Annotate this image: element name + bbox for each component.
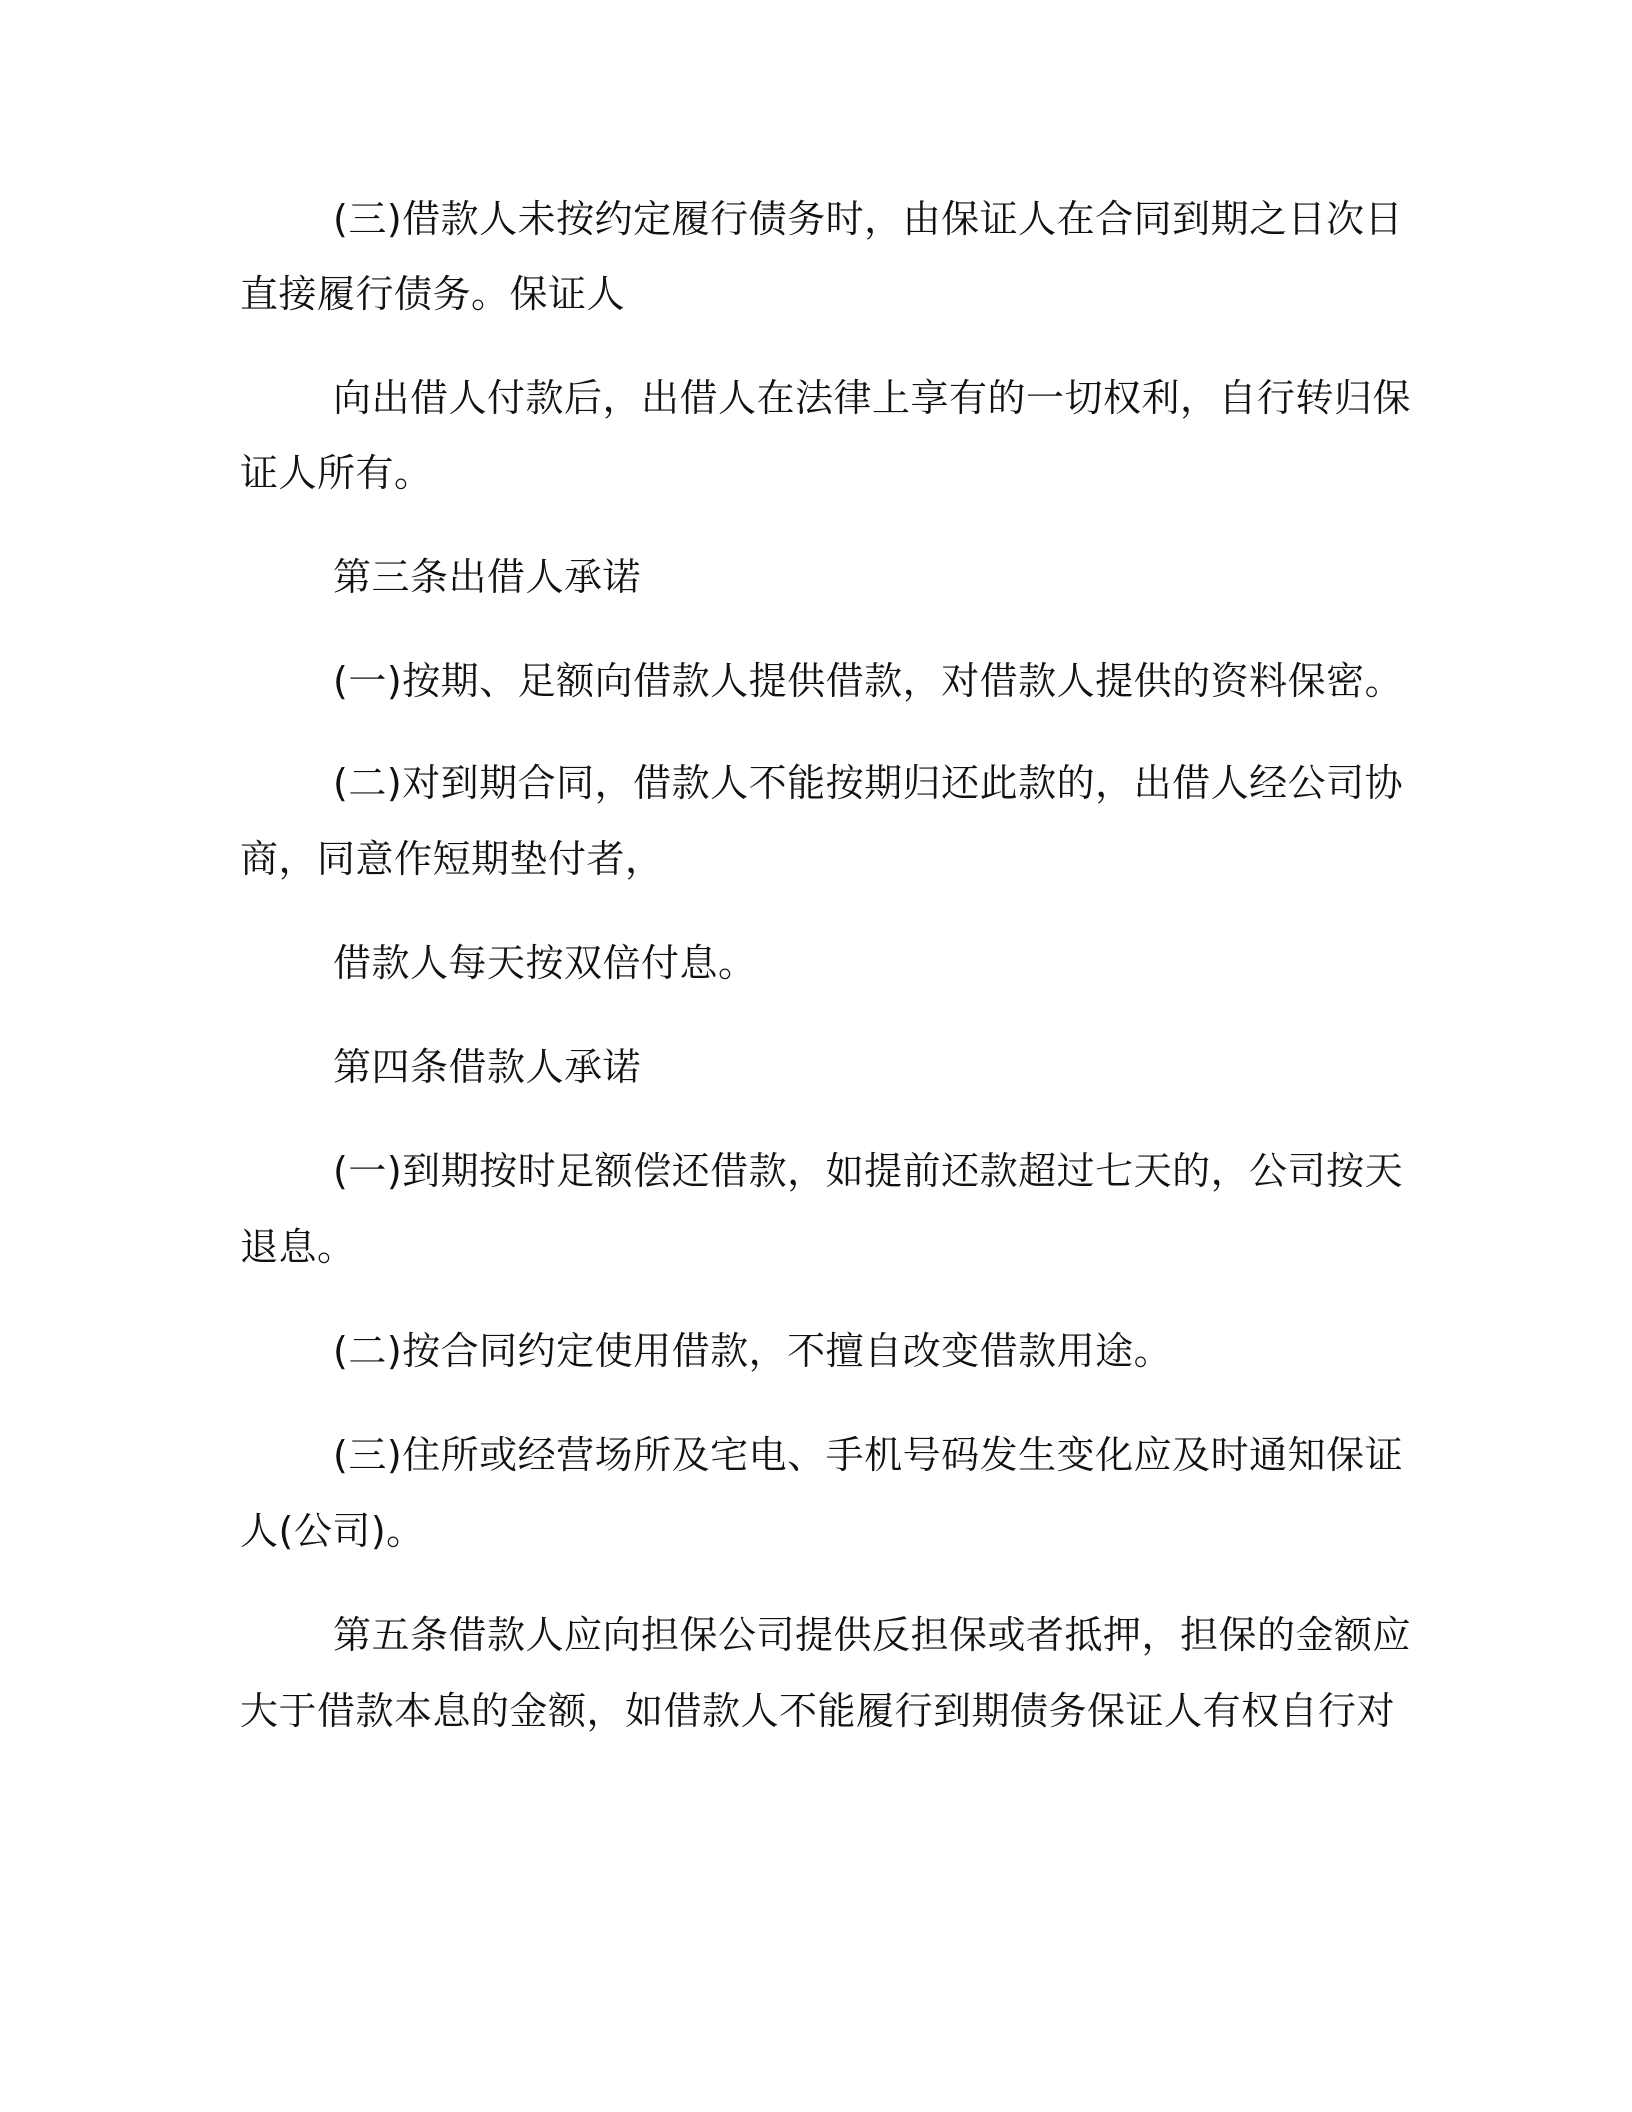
section-heading: 第五条借款人应向担保公司提供反担保或者抵押，担保的金额应: [333, 1613, 1412, 1657]
text-line: 向出借人付款后，出借人在法律上享有的一切权利，自行转归保: [333, 376, 1412, 420]
section-heading: 第四条借款人承诺: [333, 1045, 642, 1089]
text-line: 借款人每天按双倍付息。: [333, 941, 757, 985]
text-line: (三)借款人未按约定履行债务时，由保证人在合同到期之日次日: [333, 197, 1404, 241]
section-heading: 第三条出借人承诺: [333, 555, 642, 599]
text-line: 大于借款本息的金额，如借款人不能履行到期债务保证人有权自行对: [240, 1689, 1396, 1733]
text-line: 退息。: [240, 1225, 356, 1269]
text-line: (三)住所或经营场所及宅电、手机号码发生变化应及时通知保证: [333, 1433, 1404, 1477]
text-line: (二)对到期合同，借款人不能按期归还此款的，出借人经公司协: [333, 761, 1404, 805]
text-line: 证人所有。: [240, 451, 433, 495]
text-line: 商，同意作短期垫付者，: [240, 837, 664, 881]
text-line: 人(公司)。: [240, 1509, 425, 1553]
text-line: (一)按期、足额向借款人提供借款，对借款人提供的资料保密。: [333, 659, 1404, 703]
text-line: 直接履行债务。保证人: [240, 272, 626, 316]
text-line: (一)到期按时足额偿还借款，如提前还款超过七天的，公司按天: [333, 1149, 1404, 1193]
text-line: (二)按合同约定使用借款，不擅自改变借款用途。: [333, 1329, 1173, 1373]
